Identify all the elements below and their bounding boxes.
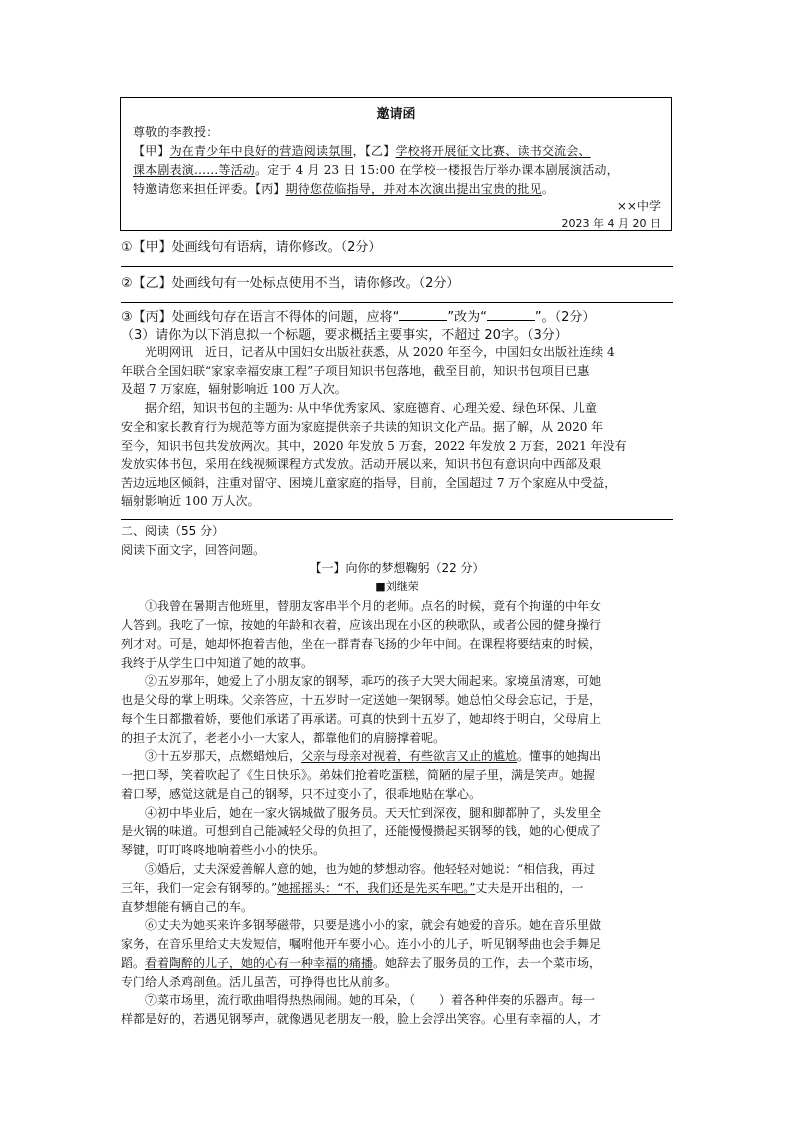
para-2-line-4: 的担子太沉了，老老小小一大家人，都靠他们的肩膀撑着呢。 [121,731,446,745]
question-3-part-c: ”。（2分） [534,310,596,325]
invitation-school: ××中学 [616,199,661,213]
para-5-line-2 [121,879,673,896]
underline-yi-1: 学校将开展征文比赛、读书交流会、 [395,144,591,158]
invitation-line-2-text: 。定于 4 月 23 日 15:00 在学校一楼报告厅举办课本剧展演活动， [255,163,619,177]
underline-bing: 期待您莅临指导，并对本次演出提出宝贵的批见 [285,182,542,196]
invitation-salutation: 尊敬的李教授： [133,125,219,139]
news-line-4: 据介绍，知识书包的主题为: 从中华优秀家风、家庭德育、心理关爱、绿色环保、儿童 [145,401,597,415]
answer-line-2[interactable] [121,302,673,303]
invitation-line-3 [133,180,554,197]
para-5-text-a: 三年，我们一定会有钢琴的。” [121,881,278,895]
para-6-line-3 [121,954,673,971]
mark-jia: 【甲】 [133,144,170,158]
invitation-title: 邀请函 [376,107,416,122]
para-3-line-2: 一把口琴，笑着吹起了《生日快乐》。弟妹们抢着吃蛋糕，简陋的屋子里，满是笑声。她握 [121,768,596,782]
para-3-text-c: 。懂事的她掏出 [517,749,602,763]
para-3-underline: 父亲与母亲对视着，有些欲言又止的尴尬 [301,749,518,763]
reading-instruction: 阅读下面文字，回答问题。 [121,543,266,557]
news-line-7: 发放实体书包，采用在线视频课程方式发放。活动开展以来，知识书包有意识向中西部及艰 [121,457,602,471]
para-6-line-2: 家务，在音乐里给丈夫发短信，嘱咐他开车要小心。连小小的儿子，听见钢琴曲也会手舞足 [121,937,602,951]
para-3-line-3: 着口琴，感觉这就是自己的钢琴，只不过变小了，很乖地贴在掌心。 [121,787,482,801]
blank-2[interactable] [487,310,535,321]
news-line-6: 至今，知识书包共发放两次。其中，2020 年发放 5 万套，2022 年发放 2 万套，2021 年没有 [121,439,627,453]
news-line-5: 安全和家长教育行为规范等方面为家庭提供亲子共读的知识文化产品。据了解，从 2020 年 [121,420,604,434]
news-line-3: 及超 7 万家庭，辐射影响近 100 万人次。 [121,382,347,396]
question-3 [121,306,595,325]
invitation-box [120,97,672,231]
para-6-text-a: 蹈。 [121,956,146,970]
question-1: ①【甲】处画线句有语病，请你修改。（2分） [121,240,382,255]
para-5-line-3: 直梦想能有辆自己的车。 [121,900,254,914]
invitation-line-2 [133,161,619,178]
para-3-line-1 [121,747,697,764]
question-4: （3）请你为以下消息拟一个标题，要求概括主要事实，不超过 20字。（3分） [121,328,568,343]
blank-1[interactable] [399,310,447,321]
invitation-line-3-text: 特邀请您来担任评委。【丙】 [133,182,286,196]
para-5-underline: 她摇摇头：“不，我们还是先买车吧。” [277,881,476,895]
para-4-line-3: 琴键，叮叮咚咚地响着些小小的快乐。 [121,843,326,857]
news-line-1: 光明网讯 近日，记者从中国妇女出版社获悉，从 2020 年至今，中国妇女出版社连续 4 [145,345,615,359]
underline-yi-2: 课本剧表演……等活动 [133,163,256,177]
period: 。 [541,182,555,196]
para-3-text-a: ③十五岁那天，点燃蜡烛后， [145,749,302,763]
article-title: 【一】向你的梦想鞠躬（22 分） [309,561,485,575]
news-line-9: 辐射影响近 100 万人次。 [121,494,260,508]
para-7-line-2: 样都是好的，若遇见钢琴声，就像遇见老朋友一般，脸上会浮出笑容。心里有幸福的人，才 [121,1012,602,1026]
para-6-line-4: 专门给人杀鸡剖鱼。活儿虽苦，可挣得也比从前多。 [121,975,398,989]
para-5-line-1: ⑤婚后，丈夫深爱善解人意的她，也为她的梦想动容。他轻轻对她说：“相信我，再过 [145,862,596,876]
para-2-line-2: 也是父母的掌上明珠。父亲答应，十五岁时一定送她一架钢琴。她总怕父母会忘记，于是， [121,693,602,707]
article-author: ■刘继荣 [375,580,419,593]
answer-line-1[interactable] [121,266,673,267]
para-2-line-1: ②五岁那年，她爱上了小朋友家的钢琴，乖巧的孩子大哭大闹起来。家境虽清寒，可她 [145,674,602,688]
para-4-line-2: 是火锅的味道。可想到自己能减轻父母的负担了，还能慢慢攒起买钢琴的钱，她的心便成了 [121,824,602,838]
para-6-line-1: ⑥丈夫为她买来许多钢琴磁带，只要是逃小小的家，就会有她爱的音乐。她在音乐里做 [145,918,602,932]
invitation-date: 2023 年 4 月 20 日 [561,217,661,230]
question-3-part-b: ”改为“ [447,310,487,325]
section-heading: 二、阅读（55 分） [121,524,225,538]
para-2-line-3: 每个生日都撒着娇，要他们承诺了再承诺。可真的快到十五岁了，她却终于明白，父母肩上 [121,712,602,726]
invitation-line-1 [133,142,591,159]
para-1-line-2: 人答到。我吃了一惊，按她的年龄和衣着，应该出现在小区的秧歌队，或者公园的健身操行 [121,618,602,632]
para-1-line-3: 列才对。可是，她却怀抱着吉他，坐在一群青春飞扬的少年中间。在课程将要结束的时候， [121,637,602,651]
para-6-underline: 看着陶醉的儿子，她的心有一种幸福的痛播 [145,956,374,970]
para-1-line-1: ①我曾在暑期吉他班里，替朋友客串半个月的老师。点名的时候，竟有个拘谨的中年女 [145,599,602,613]
answer-line-title[interactable] [121,519,673,520]
para-5-text-c: 丈夫是开出租的，一 [475,881,584,895]
para-7-line-1: ⑦菜市场里，流行歌曲唱得热热闹闹。她的耳朵，（ ）着各种伴奏的乐器声。每一 [145,993,596,1007]
news-line-8: 苦边远地区倾斜，注重对留守、困境儿童家庭的指导，目前，全国超过 7 万个家庭从中受益， [121,476,617,490]
question-2: ②【乙】处画线句有一处标点使用不当，请你修改。（2分） [121,276,460,291]
question-3-part-a: ③【丙】处画线句存在语言不得体的问题，应将“ [121,310,400,325]
para-1-line-4: 我终于从学生口中知道了她的故事。 [121,656,314,670]
news-line-2: 年联合全国妇联“家家幸福安康工程”子项目知识书包落地，截至目前，知识书包项目已惠 [121,364,590,378]
mark-yi: ，【乙】 [352,144,396,158]
underline-jia: 为在青少年中良好的营造阅读氛围 [169,144,353,158]
para-4-line-1: ④初中毕业后，她在一家火锅城做了服务员。天天忙到深夜，腿和脚都肿了，头发里全 [145,806,602,820]
para-6-text-c: 。她辞去了服务员的工作，去一个菜市场， [373,956,602,970]
